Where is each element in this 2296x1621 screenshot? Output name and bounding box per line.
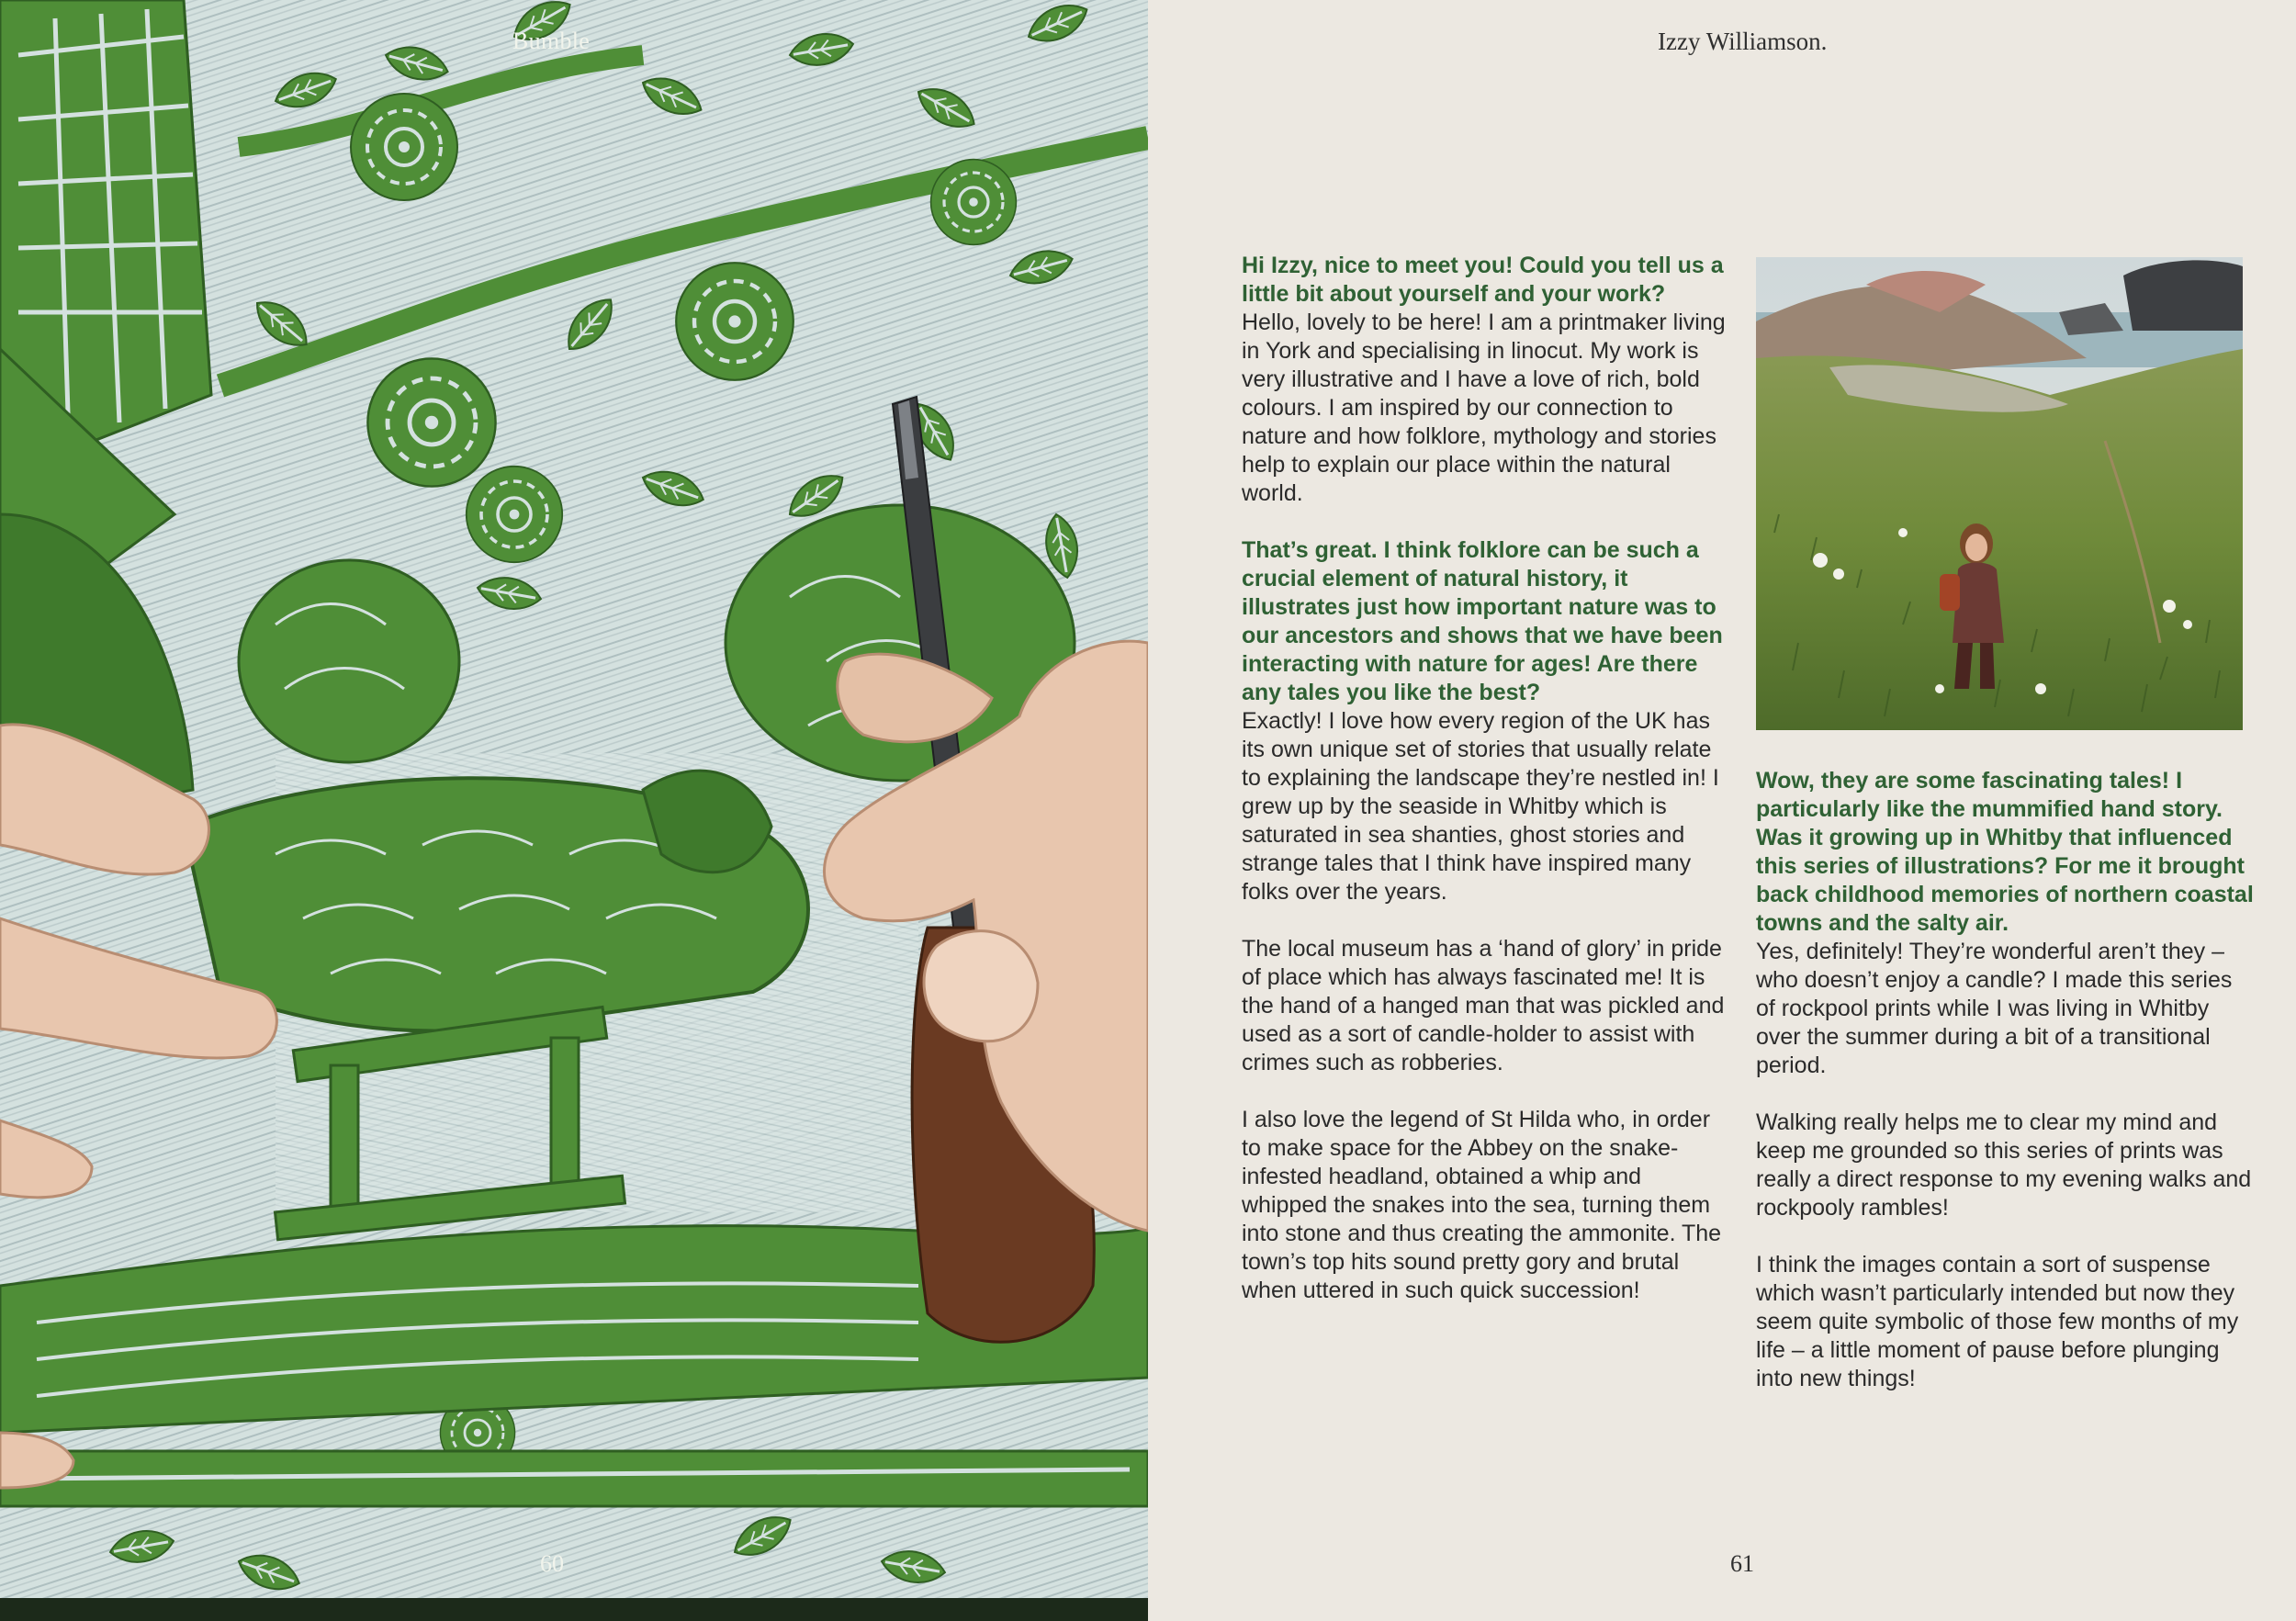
interview-paragraph: The local museum has a ‘hand of glory’ in pride of place which has always fascinated me! It is the hand of a hanged man that was pickled and used as a sort of candle-holder to assist with crimes such as robberies. [1242, 936, 1725, 1075]
portrait-photo [1756, 257, 2243, 730]
interview-paragraph: Walking really helps me to clear my mind and keep me grounded so this series of prints was really a direct response to my evening walks and rockpooly rambles! [1756, 1109, 2252, 1221]
interview-block [1756, 767, 2257, 1080]
page-number-right: 61 [1730, 1550, 1754, 1577]
right-page [1148, 0, 2296, 1621]
interview-question: That’s great. I think folklore can be such a crucial element of natural history, it illustrates just how important nature was to our ancestors and shows that we have been interacting with nature for ages! Are there any tales you like the best? [1242, 537, 1723, 705]
interview-block [1242, 536, 1733, 906]
interview-answer: Hello, lovely to be here! I am a printmaker living in York and specialising in linocut. My work is very illustrative and I have a love of rich, bold colours. I am inspired by our connection to nature and how folklore, mythology and stories help to explain our place within the natural world. [1242, 310, 1726, 506]
interview-paragraph: I also love the legend of St Hilda who, in order to make space for the Abbey on the snake-infested headland, obtained a whip and whipped the snakes into the sea, turning them into stone and thus creating the ammonite. The town’s top hits sound pretty gory and brutal when uttered in such quick succession! [1242, 1107, 1722, 1303]
coastal-meadow-photo [1756, 257, 2243, 730]
interview-paragraph: I think the images contain a sort of suspense which wasn’t particularly intended but now they seem quite symbolic of those few months of my life – a little moment of pause before plunging into new things! [1756, 1252, 2239, 1391]
page-number-left: 60 [540, 1550, 564, 1577]
running-head-right: Izzy Williamson. [1658, 28, 1828, 55]
interview-answer: Exactly! I love how every region of the UK has its own unique set of stories that usually relate to explaining the landscape they’re nestled in! I grew up by the seaside in Whitby which is saturated in sea shanties, ghost stories and strange tales that I think have inspired many folks over the years. [1242, 708, 1719, 905]
interview-column-1 [1242, 252, 1733, 1305]
interview-column-2 [1756, 767, 2257, 1393]
interview-question: Wow, they are some fascinating tales! I particularly like the mummified hand story. Was it growing up in Whitby that influenced this series of illustrations? For me it brought back childhood memories of northern coastal towns and the salty air. [1756, 768, 2254, 936]
interview-answer: Yes, definitely! They’re wonderful aren’t they – who doesn’t enjoy a candle? I made this series of rockpool prints while I was living in Whitby over the summer during a bit of a transitional period. [1756, 939, 2233, 1078]
running-head-left: Bumble [512, 28, 591, 54]
interview-block [1242, 252, 1733, 508]
interview-question: Hi Izzy, nice to meet you! Could you tell us a little bit about yourself and your work? [1242, 253, 1724, 307]
